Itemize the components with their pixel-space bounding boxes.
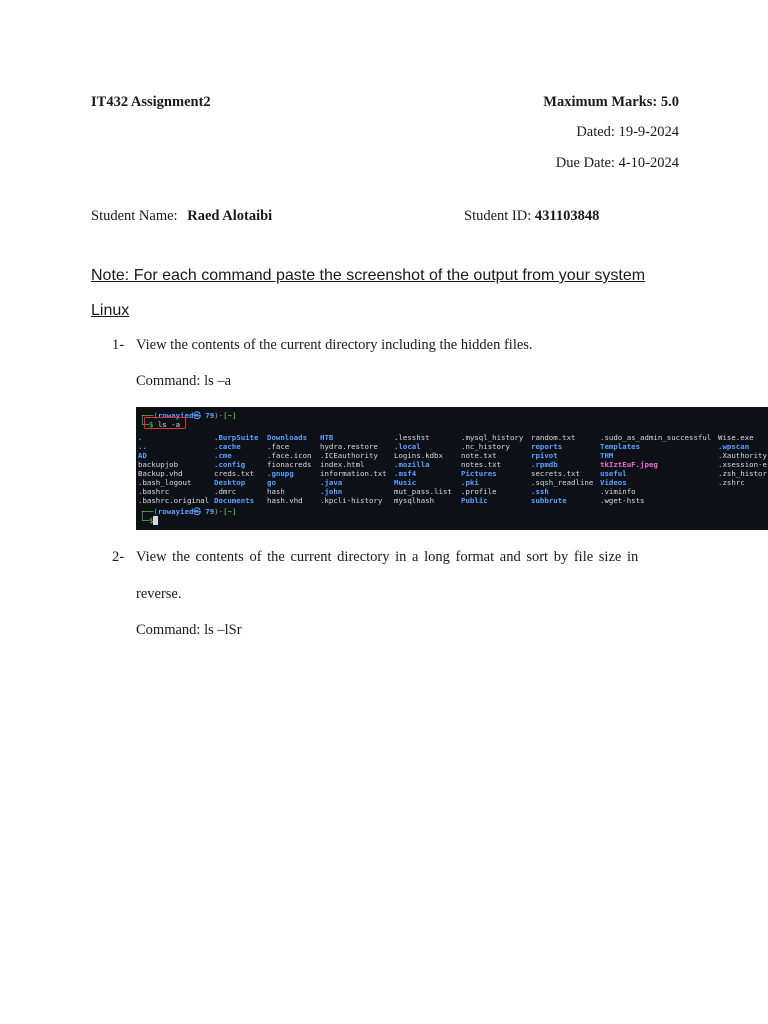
terminal-command-line: └─$ ls -a xyxy=(140,420,181,429)
terminal-entry: Desktop xyxy=(214,478,246,487)
terminal-entry: .java xyxy=(320,478,343,487)
terminal-entry: .rpmdb xyxy=(531,460,558,469)
terminal-entry: tkIztEuF.jpeg xyxy=(600,460,658,469)
terminal-entry: HTB xyxy=(320,433,334,442)
terminal-entry: Documents xyxy=(214,496,255,505)
terminal-entry: .mysql_history xyxy=(461,433,524,442)
terminal-entry: THM xyxy=(600,451,614,460)
terminal-entry: rpivot xyxy=(531,451,558,460)
terminal-entry: .bashrc xyxy=(138,487,170,496)
terminal-entry: Public xyxy=(461,496,488,505)
terminal-entry: Pictures xyxy=(461,469,497,478)
dated-line: Dated: 19-9-2024 xyxy=(576,124,679,140)
terminal-entry: .pki xyxy=(461,478,479,487)
terminal-entry: useful xyxy=(600,469,627,478)
terminal-entry: Templates xyxy=(600,442,641,451)
terminal-entry: secrets.txt xyxy=(531,469,580,478)
question-2-text-line-1: View the contents of the current directory in a long format and sort by file size in xyxy=(136,549,639,565)
terminal-entry: .wget-hsts xyxy=(600,496,645,505)
question-2-command: Command: ls –lSr xyxy=(136,622,242,638)
terminal-entry: information.txt xyxy=(320,469,387,478)
terminal-entry: .. xyxy=(138,442,147,451)
student-name-value: Raed Alotaibi xyxy=(187,208,273,224)
terminal-entry: .gnupg xyxy=(267,469,294,478)
terminal-entry: .ICEauthority xyxy=(320,451,378,460)
terminal-entry: .config xyxy=(214,460,246,469)
terminal-entry: backupjob xyxy=(138,460,179,469)
terminal-entry: . xyxy=(138,433,143,442)
terminal-entry: Music xyxy=(394,478,417,487)
terminal-entry: Logins.kdbx xyxy=(394,451,443,460)
question-1-command: Command: ls –a xyxy=(136,373,232,389)
student-id-label: Student ID: xyxy=(464,208,532,224)
terminal-entry: .sqsh_readline xyxy=(531,478,594,487)
student-id-row xyxy=(464,208,599,225)
terminal-entry: .BurpSuite xyxy=(214,433,259,442)
terminal-entry: .face xyxy=(267,442,290,451)
terminal-entry: .bash_logout xyxy=(138,478,192,487)
terminal-entry: notes.txt xyxy=(461,460,502,469)
terminal-entry: .face.icon xyxy=(267,451,312,460)
question-2-number: 2- xyxy=(112,549,125,565)
terminal-end-symbol: $ xyxy=(148,516,154,525)
terminal-entry: Wise.exe xyxy=(718,433,754,442)
terminal-entry: Downloads xyxy=(267,433,308,442)
terminal-entry: .kpcli-history xyxy=(320,496,383,505)
terminal-end-prompt-user: rowayied㉿ 79 xyxy=(157,507,215,516)
terminal-entry: .nc_history xyxy=(461,442,510,451)
terminal-entry: fionacreds xyxy=(267,460,312,469)
terminal-prompt-user: rowayied㉿ 79 xyxy=(157,411,215,420)
terminal-end-command-line: └─$ xyxy=(140,516,158,525)
terminal-entry: Backup.vhd xyxy=(138,469,183,478)
terminal-entry: .lesshst xyxy=(394,433,430,442)
terminal-entry: Videos xyxy=(600,478,627,487)
terminal-entry: note.txt xyxy=(461,451,497,460)
note-line-2: Linux xyxy=(91,302,130,319)
terminal-entry: .profile xyxy=(461,487,497,496)
student-name-label: Student Name: xyxy=(91,208,178,224)
terminal-entry: .wpscan xyxy=(718,442,750,451)
terminal-entry: hash xyxy=(267,487,285,496)
terminal-entry: .cache xyxy=(214,442,241,451)
terminal-entry: .zsh_histor xyxy=(718,469,767,478)
note-line-1: Note: For each command paste the screenshot of the output from your system xyxy=(91,267,646,284)
question-1-text: View the contents of the current directory including the hidden files. xyxy=(136,337,533,353)
student-name-row xyxy=(91,208,272,225)
terminal-entry: mysqlhash xyxy=(394,496,435,505)
terminal-entry: .ssh xyxy=(531,487,549,496)
terminal-entry: .john xyxy=(320,487,343,496)
terminal-entry: .viminfo xyxy=(600,487,636,496)
terminal-entry: creds.txt xyxy=(214,469,255,478)
terminal-entry: .sudo_as_admin_successful xyxy=(600,433,712,442)
question-1-number: 1- xyxy=(112,337,125,353)
terminal-entry: .dmrc xyxy=(214,487,237,496)
due-date-line: Due Date: 4-10-2024 xyxy=(555,155,679,171)
terminal-entry: .xsession-e xyxy=(718,460,767,469)
terminal-entry: .local xyxy=(394,442,421,451)
terminal-entry: AD xyxy=(138,451,147,460)
max-marks: Maximum Marks: 5.0 xyxy=(543,94,679,110)
terminal-entry: .zshrc xyxy=(718,478,745,487)
command-highlight-box xyxy=(144,417,186,429)
terminal-entry: go xyxy=(267,478,276,487)
terminal-entry: index.html xyxy=(320,460,365,469)
terminal-end-prompt-line: ┌──(rowayied㉿ 79)-[~] xyxy=(140,507,237,516)
terminal-entry: .mozilla xyxy=(394,460,430,469)
student-id-value: 431103848 xyxy=(534,208,600,224)
terminal-entry: hash.vhd xyxy=(267,496,303,505)
terminal-entry: subbrute xyxy=(531,496,567,505)
terminal-command: ls -a xyxy=(157,420,181,429)
terminal-entry: .cme xyxy=(214,451,232,460)
terminal-entry: hydra.restore xyxy=(320,442,378,451)
terminal-entry: reports xyxy=(531,442,563,451)
assignment-title: IT432 Assignment2 xyxy=(91,94,211,110)
terminal-entry: random.txt xyxy=(531,433,576,442)
terminal-screenshot xyxy=(136,407,768,530)
terminal-prompt-path: [~] xyxy=(223,411,237,420)
terminal-entry: mut_pass.list xyxy=(394,487,452,496)
terminal-entry: .bashrc.original xyxy=(138,496,210,505)
question-2-text-line-2: reverse. xyxy=(136,586,182,602)
terminal-end-prompt-path: [~] xyxy=(223,507,237,516)
terminal-prompt-line: ┌──(rowayied㉿ 79)-[~] xyxy=(140,411,237,420)
terminal-entry: .Xauthority xyxy=(718,451,767,460)
terminal-entry: .msf4 xyxy=(394,469,417,478)
